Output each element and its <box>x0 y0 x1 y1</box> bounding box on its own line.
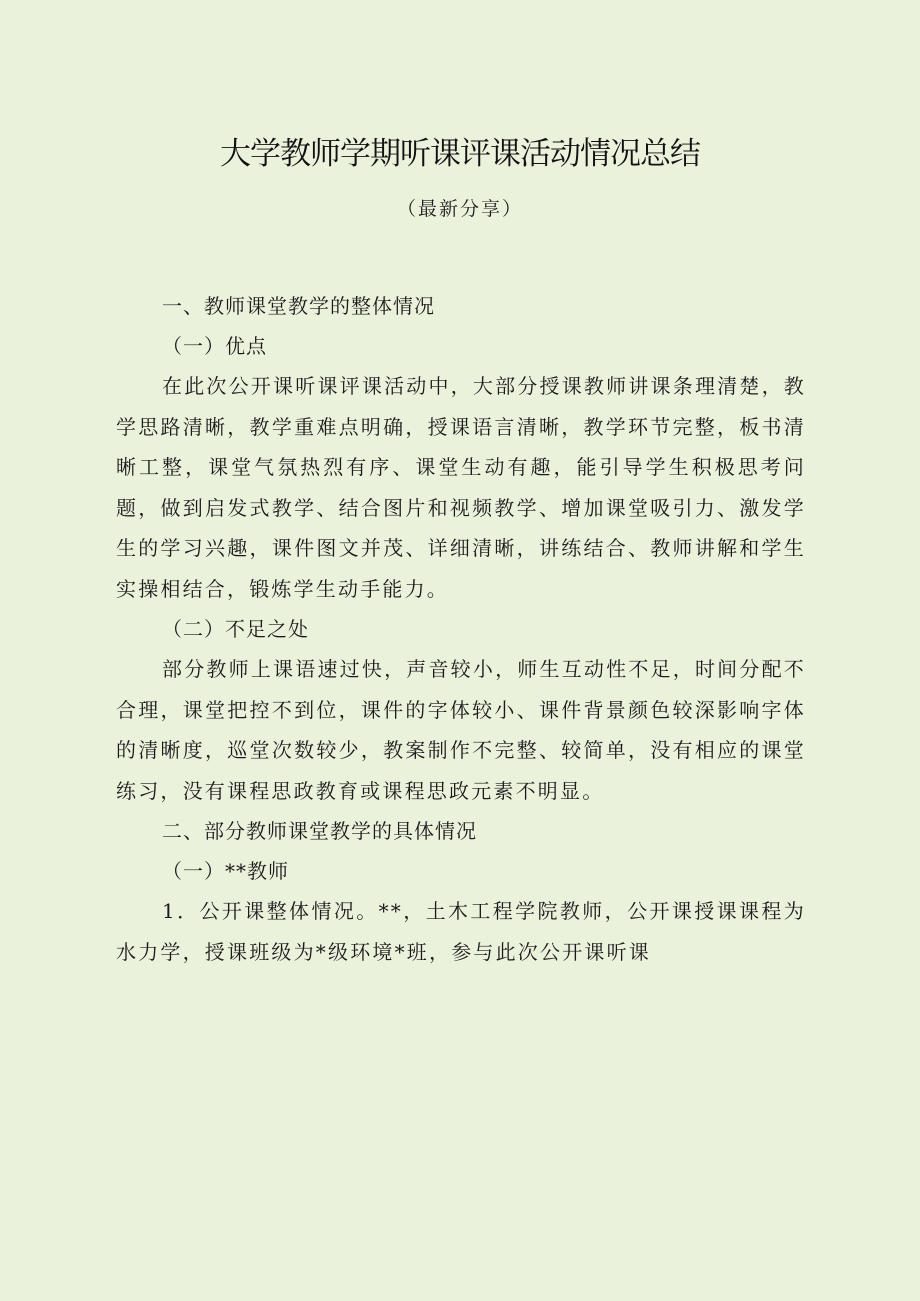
paragraph-advantages-text: 在此次公开课听课评课活动中，大部分授课教师讲课条理清楚，教学思路清晰，教学重难点明确，授课语言清晰，教学环节完整，板书清晰工整，课堂气氛热烈有序、课堂生动有趣，能引导学生积极思考问题，做到启发式教学、结合图片和视频教学、增加课堂吸引力、激发学生的学习兴趣，课件图文并茂、详细清晰，讲练结合、教师讲解和学生实操相结合，锻炼学生动手能力。 <box>116 374 806 601</box>
document-title: 大学教师学期听课评课活动情况总结 <box>220 136 700 172</box>
subsection-heading-advantages: （一）优点 <box>162 334 267 358</box>
paragraph-teacher <box>116 891 806 972</box>
paragraph-teacher-text: 1．公开课整体情况。**，土木工程学院教师，公开课授课课程为水力学，授课班级为*级环境*班，参与此次公开课听课 <box>116 899 806 964</box>
paragraph-shortcomings-text: 部分教师上课语速过快，声音较小，师生互动性不足，时间分配不合理，课堂把控不到位，课件的字体较小、课件背景颜色较深影响字体的清晰度，巡堂次数较少，教案制作不完整、较简单，没有相应的课堂练习，没有课程思政教育或课程思政元素不明显。 <box>116 657 806 803</box>
subsection-heading-teacher: （一）**教师 <box>162 859 289 883</box>
document-subtitle: （最新分享） <box>396 198 523 220</box>
section-heading-1: 一、教师课堂教学的整体情况 <box>162 294 435 318</box>
paragraph-shortcomings <box>116 649 806 811</box>
section-heading-2: 二、部分教师课堂教学的具体情况 <box>162 819 477 843</box>
paragraph-advantages <box>116 366 806 609</box>
document-body <box>116 286 806 972</box>
subsection-heading-shortcomings: （二）不足之处 <box>162 617 309 641</box>
